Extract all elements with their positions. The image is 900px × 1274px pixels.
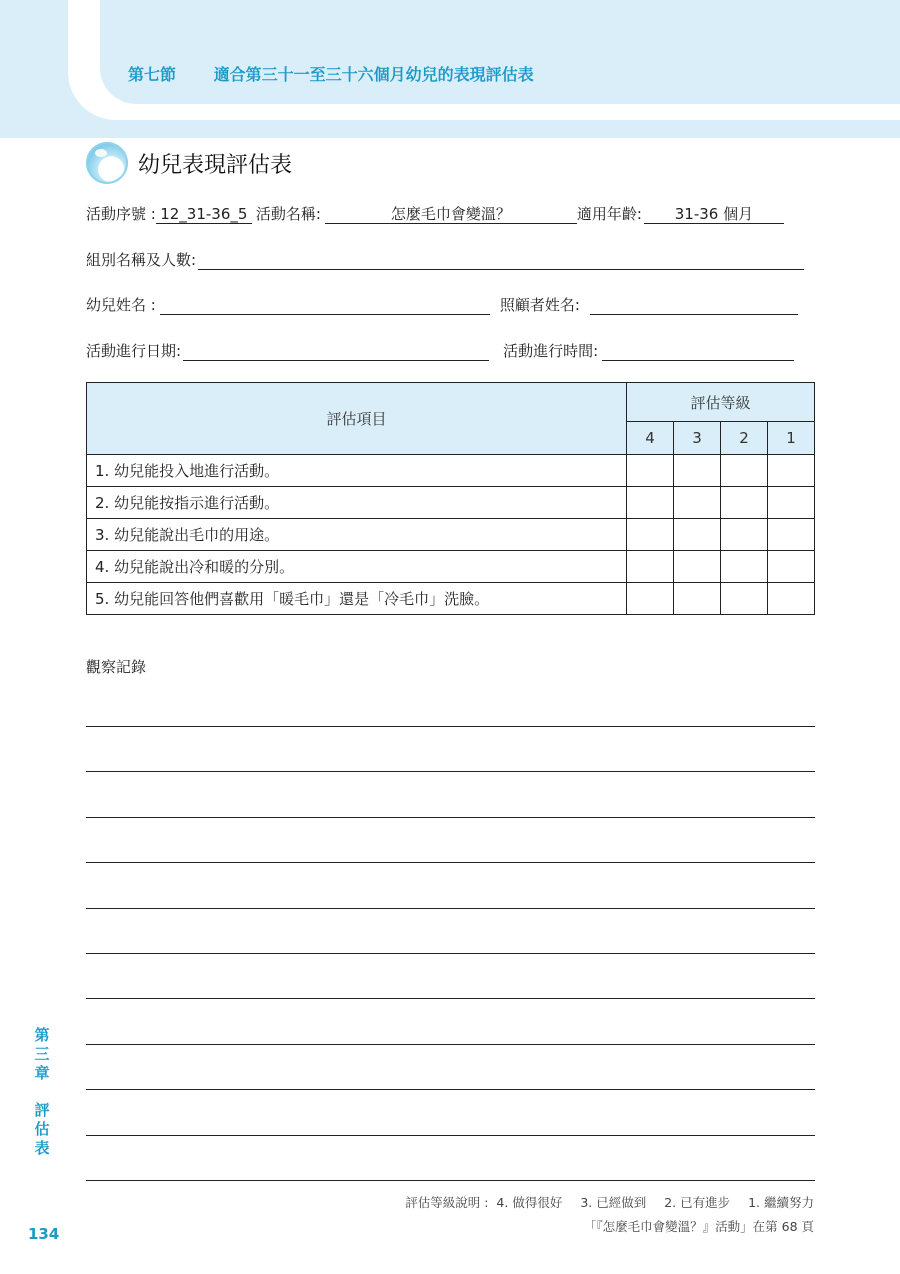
grade-col-4: 4 — [627, 422, 674, 455]
grade-cell[interactable] — [674, 583, 721, 615]
grade-cell[interactable] — [627, 519, 674, 551]
header-panel — [100, 0, 900, 104]
legend-item: 1. 繼續努力 — [748, 1195, 814, 1210]
grade-cell[interactable] — [721, 519, 768, 551]
grade-cell[interactable] — [627, 583, 674, 615]
date-field[interactable] — [183, 342, 489, 361]
child-name-label: 幼兒姓名 : — [86, 296, 156, 314]
section-title: 適合第三十一至三十六個月幼兒的表現評估表 — [213, 65, 534, 84]
page-number: 134 — [28, 1225, 60, 1243]
legend-item: 3. 已經做到 — [580, 1195, 647, 1210]
activity-name-field[interactable]: 怎麼毛巾會變溫？ — [325, 205, 577, 224]
carer-name-label: 照顧者姓名: — [499, 296, 580, 314]
grade-cell[interactable] — [627, 551, 674, 583]
grade-cell[interactable] — [768, 583, 815, 615]
group-row — [86, 249, 804, 270]
grade-cell[interactable] — [721, 583, 768, 615]
grade-cell[interactable] — [627, 455, 674, 487]
item-label: 3. 幼兒能說出毛巾的用途。 — [87, 519, 627, 551]
observation-line[interactable] — [86, 817, 815, 818]
serial-field[interactable]: 12_31-36_5 — [156, 205, 252, 224]
observation-line[interactable] — [86, 771, 815, 772]
grade-cell[interactable] — [768, 519, 815, 551]
grade-cell[interactable] — [768, 551, 815, 583]
grade-cell[interactable] — [768, 455, 815, 487]
legend-item: 4. 做得很好 — [496, 1195, 563, 1210]
legend-item: 2. 已有進步 — [664, 1195, 731, 1210]
observation-line[interactable] — [86, 1044, 815, 1045]
grade-header: 評估等級 — [627, 383, 815, 422]
chapter-char: 第 — [34, 1026, 50, 1044]
grade-cell[interactable] — [674, 487, 721, 519]
form-title: 幼兒表現評估表 — [138, 152, 293, 178]
section-number: 第七節 — [128, 65, 177, 84]
age-label: 適用年齡: — [576, 205, 642, 223]
item-label: 1. 幼兒能投入地進行活動。 — [87, 455, 627, 487]
observation-line[interactable] — [86, 862, 815, 863]
carer-name-field[interactable] — [590, 296, 798, 315]
group-label: 組別名稱及人數: — [86, 251, 197, 269]
grade-cell[interactable] — [768, 487, 815, 519]
observation-label: 觀察記錄 — [86, 658, 147, 676]
grade-cell[interactable] — [674, 455, 721, 487]
serial-label: 活動序號 : — [86, 205, 156, 223]
chapter-tab — [32, 1026, 52, 1158]
chapter-name-char: 估 — [34, 1120, 50, 1138]
chapter-char: 章 — [34, 1064, 50, 1082]
observation-line[interactable] — [86, 998, 815, 999]
evaluation-table — [86, 382, 815, 615]
observation-line[interactable] — [86, 1135, 815, 1136]
group-field[interactable] — [198, 251, 804, 270]
grade-col-1: 1 — [768, 422, 815, 455]
grade-cell[interactable] — [627, 487, 674, 519]
bubble-icon — [86, 142, 128, 184]
names-row — [86, 294, 798, 315]
legend-title: 評估等級說明 : — [405, 1195, 489, 1210]
time-field[interactable] — [602, 342, 794, 361]
observation-line[interactable] — [86, 908, 815, 909]
table-row — [87, 551, 815, 583]
form-title-block — [86, 142, 292, 184]
chapter-char: 三 — [34, 1045, 50, 1063]
grade-col-3: 3 — [674, 422, 721, 455]
grade-legend — [391, 1193, 814, 1211]
item-label: 4. 幼兒能說出冷和暖的分別。 — [87, 551, 627, 583]
chapter-name-char: 評 — [34, 1101, 50, 1119]
grade-cell[interactable] — [674, 551, 721, 583]
item-label: 2. 幼兒能按指示進行活動。 — [87, 487, 627, 519]
observation-line[interactable] — [86, 1089, 815, 1090]
date-time-row — [86, 340, 794, 361]
grade-col-2: 2 — [721, 422, 768, 455]
time-label: 活動進行時間: — [503, 342, 599, 360]
activity-info-row — [86, 203, 784, 224]
table-row — [87, 583, 815, 615]
chapter-name-char: 表 — [34, 1139, 50, 1157]
child-name-field[interactable] — [160, 296, 490, 315]
observation-line[interactable] — [86, 1180, 815, 1181]
age-field[interactable]: 31-36 個月 — [644, 205, 784, 224]
table-row — [87, 519, 815, 551]
activity-reference: 「『怎麼毛巾會變溫？』活動」在第 68 頁 — [583, 1219, 814, 1234]
grade-cell[interactable] — [721, 487, 768, 519]
item-label: 5. 幼兒能回答他們喜歡用「暖毛巾」還是「冷毛巾」洗臉。 — [87, 583, 627, 615]
table-row — [87, 455, 815, 487]
grade-cell[interactable] — [721, 455, 768, 487]
grade-cell[interactable] — [721, 551, 768, 583]
grade-cell[interactable] — [674, 519, 721, 551]
table-row — [87, 487, 815, 519]
observation-line[interactable] — [86, 726, 815, 727]
section-heading — [128, 62, 534, 85]
activity-name-label: 活動名稱: — [255, 205, 321, 223]
date-label: 活動進行日期: — [86, 342, 182, 360]
observation-line[interactable] — [86, 953, 815, 954]
item-header: 評估項目 — [87, 383, 627, 455]
